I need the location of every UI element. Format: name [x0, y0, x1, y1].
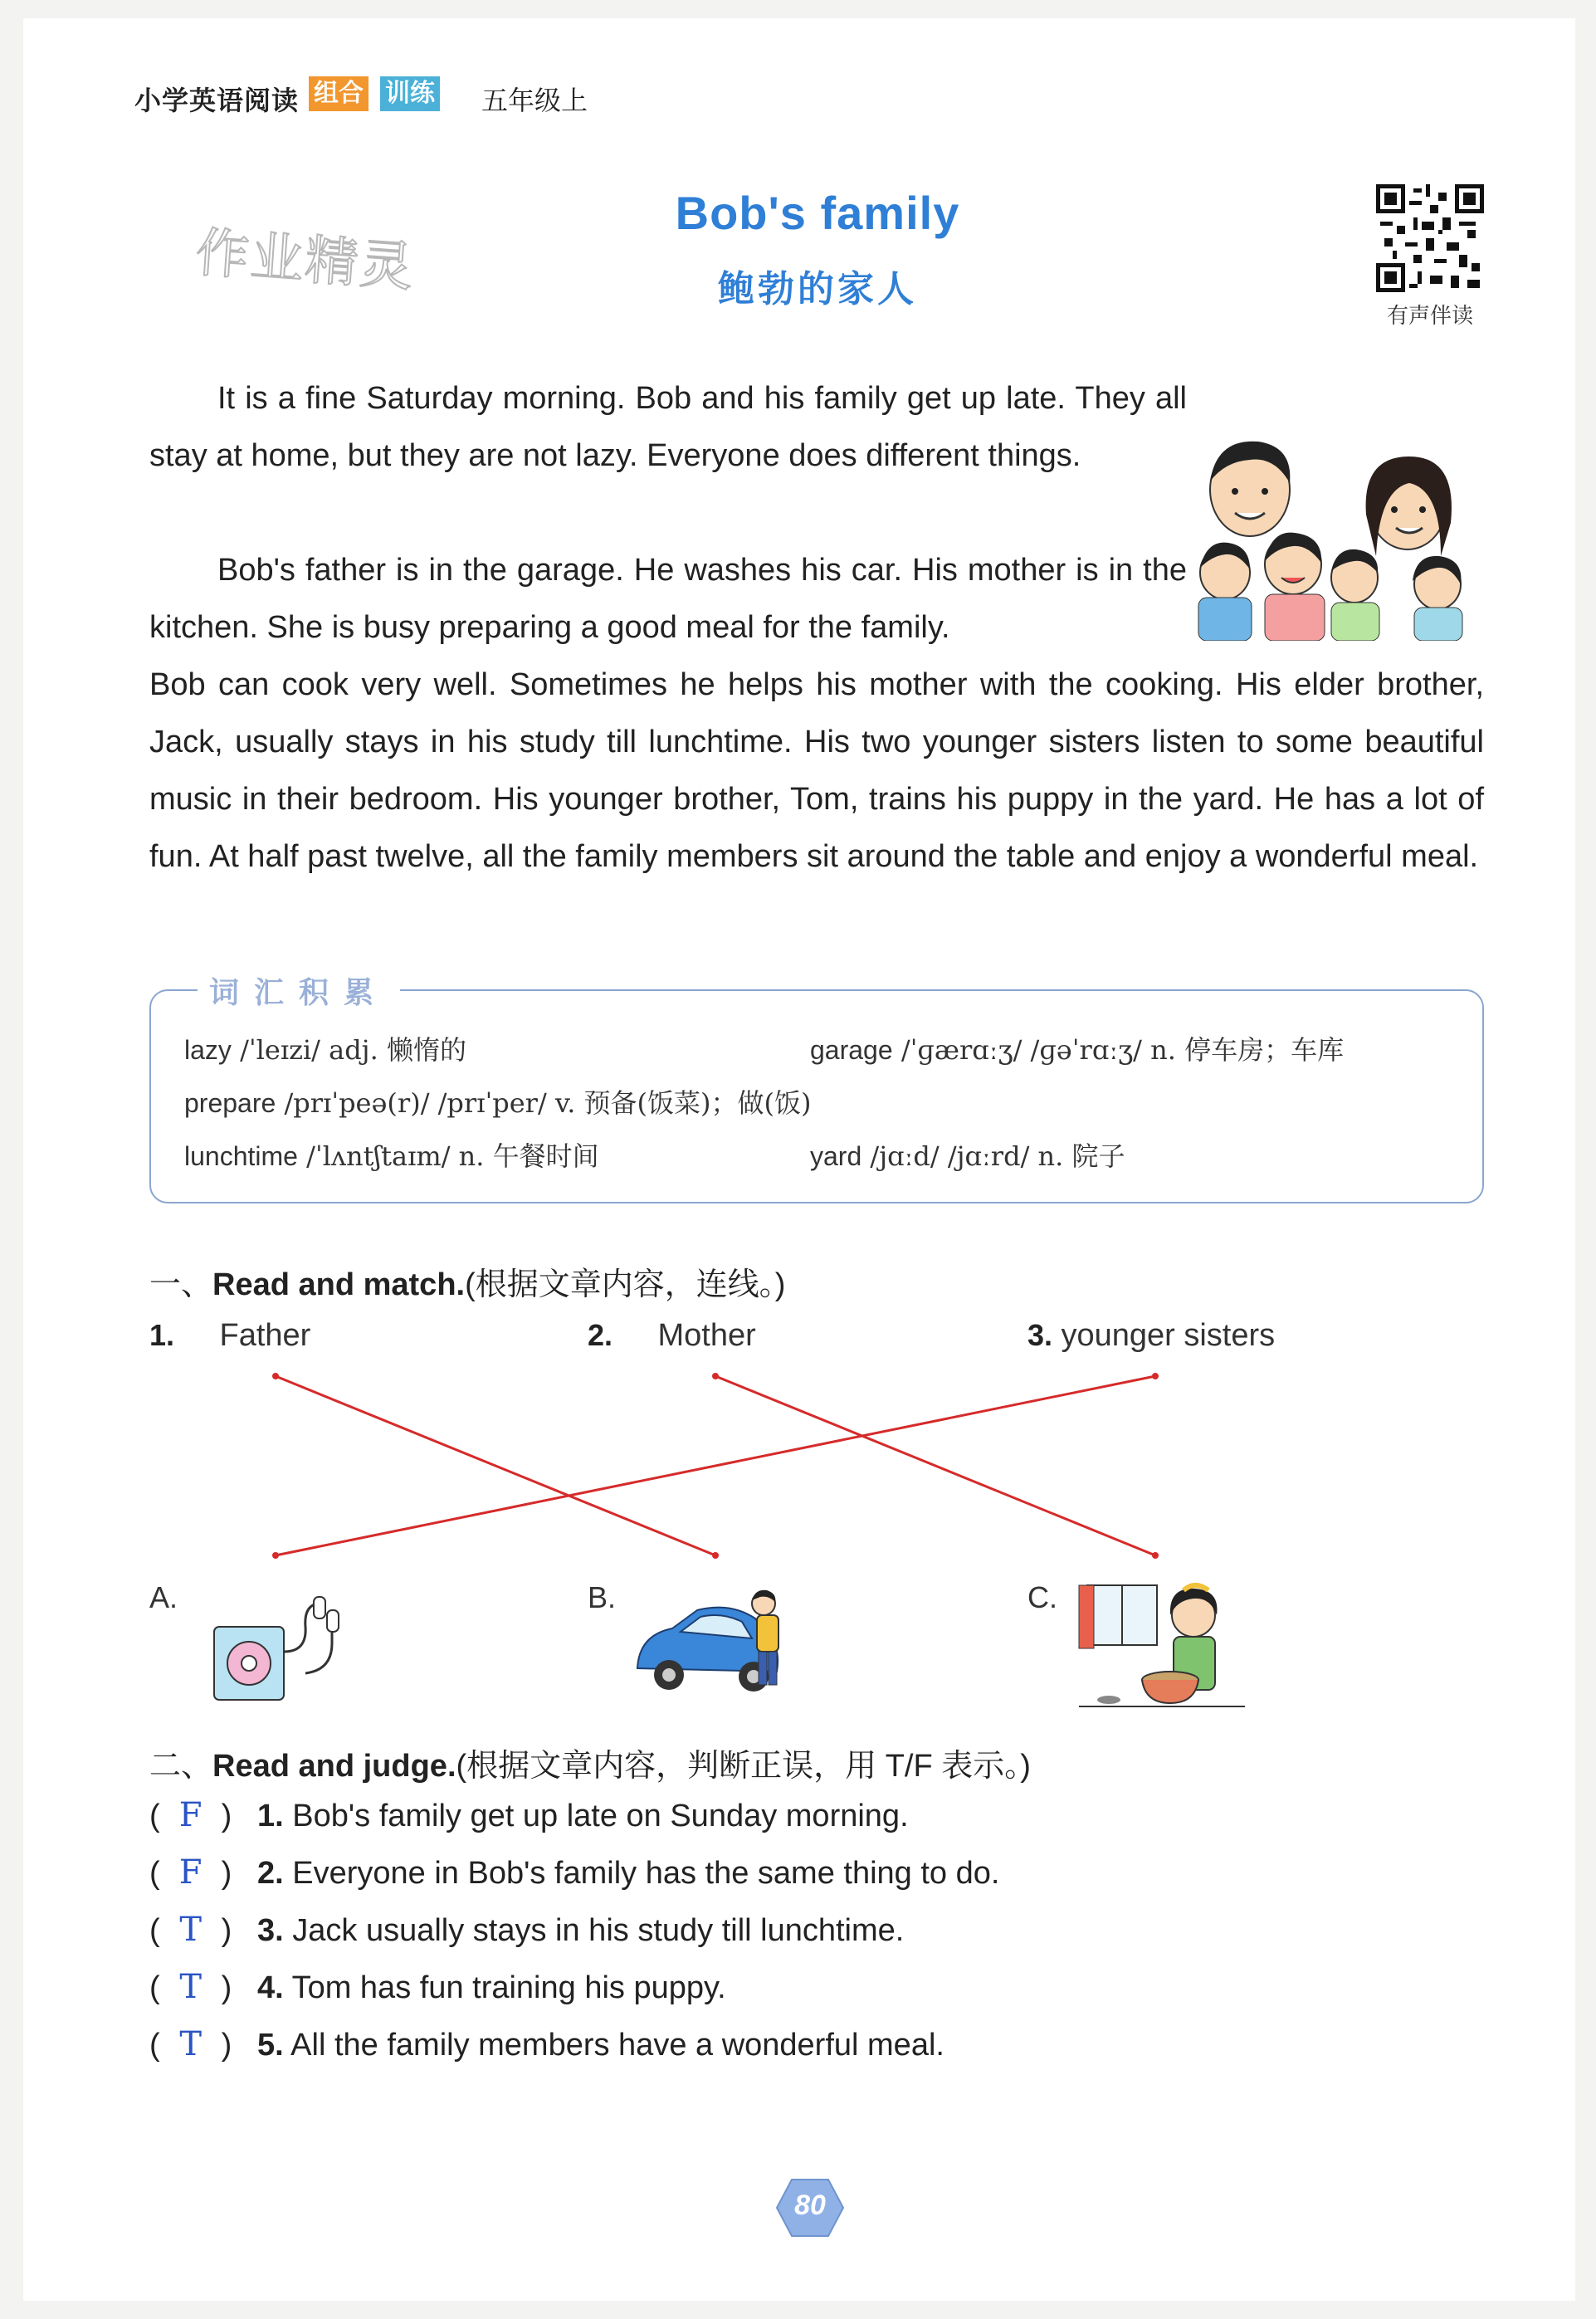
judge-row-5	[149, 2025, 944, 2063]
question-text: Bob's family get up late on Sunday morning.	[292, 1799, 909, 1833]
vocab-word: yard	[810, 1141, 862, 1171]
cooking-icon[interactable]	[1071, 1582, 1253, 1716]
vocab-phonetic: /ˈlʌntʃtaɪm/	[297, 1140, 451, 1172]
match-item-1[interactable]	[149, 1318, 310, 1354]
vocab-item	[184, 1082, 811, 1120]
question-text: Jack usually stays in his study till lunchtime.	[292, 1913, 905, 1948]
book-title: 小学英语阅读	[134, 85, 300, 115]
answer-value: T	[179, 2025, 202, 2063]
question-number: 5.	[257, 2028, 284, 2063]
match-item-number: 2.	[588, 1318, 613, 1352]
vocabulary-heading: 词汇积累	[198, 969, 400, 1012]
vocab-phonetic: /ˈɡærɑːʒ/ /ɡəˈrɑːʒ/	[892, 1034, 1142, 1066]
question-text: All the family members have a wonderful meal.	[290, 2028, 944, 2063]
page-title: Bob's family	[675, 187, 960, 239]
question-text: Tom has fun training his puppy.	[291, 1970, 726, 2005]
judge-row-4	[149, 1968, 726, 2006]
passage-paragraph-2b: Bob can cook very well. Sometimes he helps his mother with the cooking. His elder brother, Jack, usually stays in his study till lunchtime. His two younger sisters listen to some beautiful music in their bedroom. His younger brother, Tom, trains his puppy in the yard. He has a lot of fun. At half past twelve, all the family members sit around the table and enjoy a wonderful meal.	[149, 667, 1484, 874]
answer-value: F	[178, 1796, 203, 1834]
option-c-letter: C.	[1027, 1580, 1057, 1614]
question-number: 1.	[257, 1799, 284, 1833]
match-item-number: 3.	[1027, 1318, 1053, 1352]
vocab-phonetic: /jɑːd/ /jɑːrd/	[861, 1140, 1030, 1172]
qr-code-icon[interactable]	[1376, 184, 1484, 292]
page-number: 80	[794, 2190, 826, 2221]
vocab-definition: n. 停车房；车库	[1141, 1034, 1345, 1066]
vocab-item	[810, 1029, 1344, 1067]
question-text: Everyone in Bob's family has the same thing to do.	[292, 1856, 1000, 1891]
vocab-item	[810, 1135, 1125, 1174]
match-item-label: younger sisters	[1061, 1318, 1276, 1353]
passage-paragraph-2a: Bob's father is in the garage. He washes his car. His mother is in the kitchen. She is busy preparing a good meal for the family.	[149, 553, 1187, 645]
series-tag-1: 组合	[309, 76, 368, 111]
section-1-title: Read and match.	[212, 1267, 466, 1302]
vocab-definition: adj. 懒惰的	[320, 1034, 466, 1066]
vocab-word: garage	[810, 1035, 893, 1065]
vocab-word: lunchtime	[184, 1141, 298, 1171]
section-1-number: 一、	[149, 1267, 213, 1302]
option-b-letter: B.	[588, 1580, 617, 1614]
question-number: 2.	[257, 1856, 284, 1891]
grade-label: 五年级上	[481, 85, 588, 115]
vocab-word: prepare	[184, 1088, 276, 1118]
section-2-instruction: (根据文章内容，判断正误，用 T/F 表示。)	[456, 1749, 1031, 1784]
answer-box[interactable]: ( F )	[149, 1796, 232, 1834]
car-washing-icon[interactable]	[631, 1585, 797, 1710]
match-item-3[interactable]	[1027, 1318, 1275, 1354]
section-2-number: 二、	[149, 1749, 213, 1784]
answer-value: T	[179, 1911, 202, 1949]
match-item-number: 1.	[149, 1318, 175, 1352]
vocab-phonetic: /prɪˈpeə(r)/ /prɪˈper/	[276, 1087, 547, 1119]
vocab-item	[184, 1029, 466, 1067]
passage-paragraph-1: It is a fine Saturday morning. Bob and his family get up late. They all stay at home, but they are not lazy. Everyone does different things.	[149, 381, 1187, 473]
match-item-label: Father	[219, 1318, 311, 1353]
section-2-title: Read and judge.	[212, 1749, 456, 1784]
option-a-letter: A.	[149, 1580, 178, 1614]
family-illustration	[1192, 432, 1486, 641]
question-number: 3.	[257, 1913, 284, 1948]
vocab-definition: v. 预备(饭菜)；做(饭)	[546, 1087, 812, 1119]
question-number: 4.	[257, 1970, 284, 2005]
watermark: 作业精灵	[193, 222, 417, 300]
section-2-heading	[149, 1740, 1031, 1785]
match-item-2[interactable]	[588, 1318, 756, 1354]
section-1-heading	[149, 1258, 785, 1304]
answer-box[interactable]: ( F )	[149, 1853, 232, 1892]
page-subtitle: 鲍勃的家人	[718, 269, 917, 310]
section-1-instruction: (根据文章内容，连线。)	[465, 1267, 786, 1302]
qr-caption: 有声伴读	[1386, 303, 1473, 328]
answer-box[interactable]: ( T )	[149, 2025, 232, 2063]
judge-row-3	[149, 1911, 904, 1949]
vocab-item	[184, 1135, 599, 1174]
vocab-word: lazy	[184, 1035, 232, 1065]
answer-box[interactable]: ( T )	[149, 1911, 232, 1949]
judge-row-1	[149, 1796, 909, 1834]
vocab-definition: n. 午餐时间	[450, 1140, 599, 1172]
music-player-icon[interactable]	[207, 1594, 349, 1710]
judge-row-2	[149, 1853, 999, 1892]
answer-value: T	[179, 1968, 202, 2006]
answer-box[interactable]: ( T )	[149, 1968, 232, 2006]
match-item-label: Mother	[657, 1318, 756, 1353]
answer-value: F	[178, 1853, 203, 1892]
vocab-phonetic: /ˈleɪzi/	[231, 1034, 320, 1066]
series-tag-2: 训练	[380, 76, 440, 111]
vocab-definition: n. 院子	[1029, 1140, 1125, 1172]
